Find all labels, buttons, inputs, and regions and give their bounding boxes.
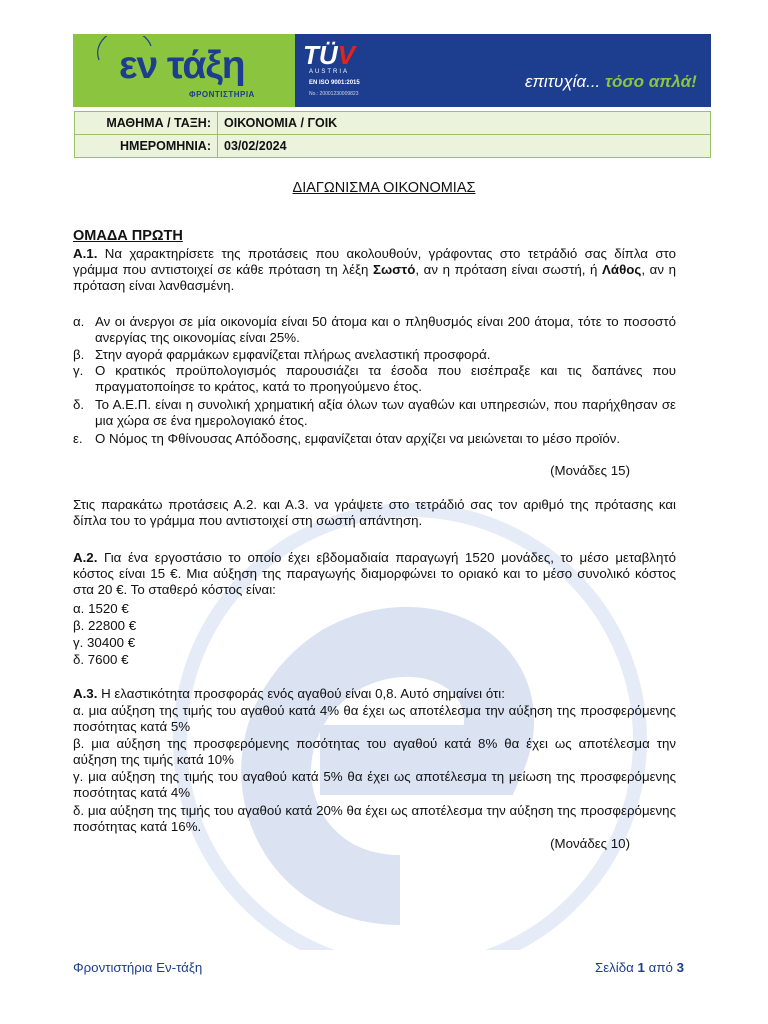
header-blue-panel [295, 34, 711, 107]
a1-item-letter: γ. [73, 363, 84, 378]
a1-item [73, 314, 676, 346]
a1-label: Α.1. [73, 246, 98, 261]
a1-item-text: Το Α.Ε.Π. είναι η συνολική χρηματική αξία όλων των αγαθών και υπηρεσιών, που παρήχθησαν σε μια χώρα σε ένα ημερολογιακό έτος. [95, 397, 676, 429]
a1-item-letter: ε. [73, 431, 83, 446]
a3-marks: (Μονάδες 10) [550, 836, 630, 851]
a1-item [73, 363, 676, 395]
a1-item-text: Ο Νόμος τη Φθίνουσας Απόδοσης, εμφανίζεται όταν αρχίζει να μειώνεται το μέσο προϊόν. [95, 431, 621, 446]
a1-item-letter: α. [73, 314, 85, 329]
header-banner [73, 34, 711, 107]
tuv-certification-logo [297, 40, 369, 102]
a1-word-wrong: Λάθος [602, 262, 642, 278]
brand-logo [73, 34, 295, 107]
a1-item-text: Αν οι άνεργοι σε μία οικονομία είναι 50 άτομα και ο πληθυσμός είναι 200 άτομα, τότε το ποσοστό ανεργίας της οικονομίας είναι 25%. [95, 314, 676, 346]
section-title: ΟΜΑΔΑ ΠΡΩΤΗ [73, 228, 183, 244]
a1-intro [73, 246, 676, 295]
a2-option: β. 22800 € [73, 618, 137, 633]
a1-item-text: Ο κρατικός προϋπολογισμός παρουσιάζει τα έσοδα που εισέπραξε και τις δαπάνες που πραγματοποίησε το κράτος, κατά το προηγούμενο έτος. [95, 363, 676, 395]
document-title: ΔΙΑΓΩΝΙΣΜΑ ΟΙΚΟΝΟΜΙΑΣ [292, 180, 476, 196]
a1-item-text: Στην αγορά φαρμάκων εμφανίζεται πλήρως ανελαστική προσφορά. [95, 347, 491, 362]
date-value: 03/02/2024 [218, 135, 711, 158]
slogan [525, 72, 697, 92]
page-prefix: Σελίδα [594, 960, 638, 975]
a1-item-letter: β. [73, 347, 85, 362]
date-label: ΗΜΕΡΟΜΗΝΙΑ: [75, 135, 218, 158]
subject-label: ΜΑΘΗΜΑ / ΤΑΞΗ: [75, 112, 218, 135]
a1-item [73, 347, 676, 363]
a3-option: δ. μια αύξηση της τιμής του αγαθού κατά 20% θα έχει ως αποτέλεσμα την αύξηση της προσφερόμενης ποσότητας κατά 16%. [73, 803, 676, 835]
page-mid: από [644, 960, 677, 975]
footer-brand: Φροντιστήρια Εν-τάξη [73, 960, 203, 975]
a3-text: Η ελαστικότητα προσφοράς ενός αγαθού είναι 0,8. Αυτό σημαίνει ότι: [97, 686, 505, 701]
page-current: 1 [637, 960, 645, 975]
tuv-name: TÜ [303, 40, 338, 70]
tuv-number: No.: 20001230009823 [309, 91, 359, 97]
info-table [74, 111, 711, 158]
a3-option: β. μια αύξηση της προσφερόμενης ποσότητας του αγαθού κατά 8% θα έχει ως αποτέλεσμα την αύξηση της τιμής κατά 10% [73, 736, 676, 768]
logo-subtitle: ΦΡΟΝΤΙΣΤΗΡΙΑ [189, 90, 255, 99]
logo-text: εν τάξη [119, 44, 245, 87]
instructions: Στις παρακάτω προτάσεις Α.2. και Α.3. να γράψετε στο τετράδιό σας τον αριθμό της πρότασης και δίπλα του το γράμμα που αντιστοιχεί στη σωστή απάντηση. [73, 497, 676, 529]
subject-value: ΟΙΚΟΝΟΜΙΑ / ΓΟΙΚ [218, 112, 711, 135]
a1-intro-3: , αν η πρόταση είναι λανθασμένη. [73, 262, 676, 294]
slogan-highlight: τόσο απλά! [605, 72, 697, 91]
tuv-v: V [337, 40, 356, 70]
a2-option: α. 1520 € [73, 601, 129, 616]
a2-label: Α.2. [73, 550, 98, 565]
a2-text: Για ένα εργοστάσιο το οποίο έχει εβδομαδιαία παραγωγή 1520 μονάδες, το μέσο μεταβλητό κόστος είναι 15 €. Μια αύξηση της παραγωγής διαμορφώνει το οριακό και το μέσο συνολικό κόστος στα 20 €. Το σταθερό κόστος είναι: [73, 550, 676, 598]
a3-option: γ. μια αύξηση της τιμής του αγαθού κατά 5% θα έχει ως αποτέλεσμα τη μείωση της προσφερόμενης ποσότητας κατά 4% [73, 769, 676, 801]
a3-label: Α.3. [73, 686, 98, 701]
a2-option: δ. 7600 € [73, 652, 129, 667]
a1-intro-2: , αν η πρόταση είναι σωστή, ή [415, 262, 603, 278]
footer-page-number [595, 960, 684, 975]
a1-item [73, 397, 676, 429]
a1-item-letter: δ. [73, 397, 85, 412]
a1-word-correct: Σωστό [372, 262, 416, 278]
slogan-prefix: επιτυχία... [525, 72, 605, 91]
a3-question [73, 686, 676, 702]
a1-item [73, 431, 676, 447]
a3-option: α. μια αύξηση της τιμής του αγαθού κατά 4% θα έχει ως αποτέλεσμα την αύξηση της προσφερόμενης ποσότητας κατά 5% [73, 703, 676, 735]
a1-marks: (Μονάδες 15) [550, 463, 630, 478]
a1-intro-1: Να χαρακτηρίσετε της προτάσεις που ακολουθούν, γράφοντας στο τετράδιό σας δίπλα στο γράμμα που αντιστοιχεί σε κάθε πρόταση τη λέξη [73, 246, 676, 278]
tuv-country: AUSTRIA [309, 69, 350, 75]
tuv-iso: EN ISO 9001:2015 [309, 80, 360, 86]
a2-question [73, 550, 676, 599]
a2-option: γ. 30400 € [73, 635, 136, 650]
page-total: 3 [676, 960, 684, 975]
